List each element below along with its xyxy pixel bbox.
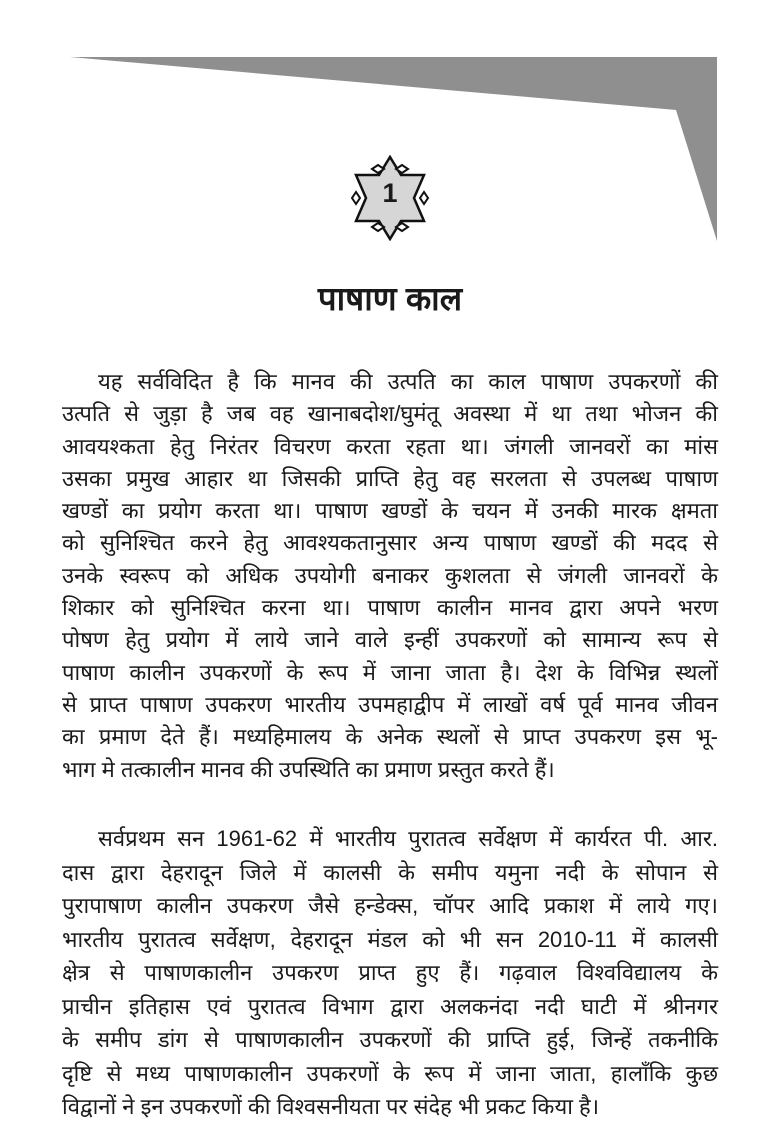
text-line: उत्पति से जुड़ा है जब वह खानाबदोश/घुमंतू अवस्था में था तथा भोजन की xyxy=(62,401,718,427)
text-line: पाषाण कालीन उपकरणों के रूप में जाना जाता है। देश के विभिन्न स्थलों xyxy=(62,659,718,685)
text-line: उनके स्वरूप को अधिक उपयोगी बनाकर कुशलता से जंगली जानवरों के xyxy=(62,562,718,588)
text-line: को सुनिश्चित करने हेतु आवश्यकतानुसार अन्य पाषाण खण्डों की मदद से xyxy=(62,530,718,556)
chapter-title: पाषाण काल xyxy=(317,280,463,317)
text-line: उसका प्रमुख आहार था जिसकी प्राप्ति हेतु वह सरलता से उपलब्ध पाषाण xyxy=(62,465,718,491)
chapter-number: 1 xyxy=(382,178,398,208)
text-line: सर्वप्रथम सन 1961-62 में भारतीय पुरातत्व सर्वेक्षण में कार्यरत पी. आर. xyxy=(98,826,718,851)
text-line: क्षेत्र से पाषाणकालीन उपकरण प्राप्त हुए हैं। गढ़वाल विश्वविद्यालय के xyxy=(62,960,718,985)
text-line: से प्राप्त पाषाण उपकरण भारतीय उपमहाद्वीप में लाखों वर्ष पूर्व मानव जीवन xyxy=(62,691,718,717)
text-line: यह सर्वविदित है कि मानव की उत्पति का काल पाषाण उपकरणों की xyxy=(98,369,718,394)
paragraph-2 xyxy=(62,822,718,1124)
text-line: पुरापाषाण कालीन उपकरण जैसे हन्डेक्स, चॉपर आदि प्रकाश में लाये गए। xyxy=(62,893,718,918)
text-line: पोषण हेतु प्रयोग में लाये जाने वाले इन्हीं उपकरणों को सामान्य रूप से xyxy=(62,627,718,653)
text-line: प्राचीन इतिहास एवं पुरातत्व विभाग द्वारा अलकनंदा नदी घाटी में श्रीनगर xyxy=(62,993,718,1019)
text-line: दास द्वारा देहरादून जिले में कालसी के समीप यमुना नदी के सोपान से xyxy=(62,859,718,885)
text-line: आवयश्कता हेतु निरंतर विचरण करता रहता था। जंगली जानवरों का मांस xyxy=(62,433,718,459)
text-line: खण्डों का प्रयोग करता था। पाषाण खण्डों के चयन में उनकी मारक क्षमता xyxy=(62,498,718,524)
text-line: भाग मे तत्कालीन मानव की उपस्थिति का प्रमाण प्रस्तुत करते हैं। xyxy=(62,756,555,782)
text-line: विद्वानों ने इन उपकरणों की विश्वसनीयता पर संदेह भी प्रकट किया है। xyxy=(62,1094,600,1119)
text-line: का प्रमाण देते हैं। मध्यहिमालय के अनेक स्थलों से प्राप्त उपकरण इस भू- xyxy=(62,724,718,750)
paragraph-1 xyxy=(62,366,718,786)
text-line: भारतीय पुरातत्व सर्वेक्षण, देहरादून मंडल को भी सन 2010-11 में कालसी xyxy=(62,926,718,952)
text-line: दृष्टि से मध्य पाषाणकालीन उपकरणों के रूप में जाना जाता, हालाँकि कुछ xyxy=(62,1060,718,1086)
text-line: के समीप डांग से पाषाणकालीन उपकरणों की प्राप्ति हुई, जिन्हें तकनीकि xyxy=(62,1027,718,1052)
text-line: शिकार को सुनिश्चित करना था। पाषाण कालीन मानव द्वारा अपने भरण xyxy=(62,595,718,621)
